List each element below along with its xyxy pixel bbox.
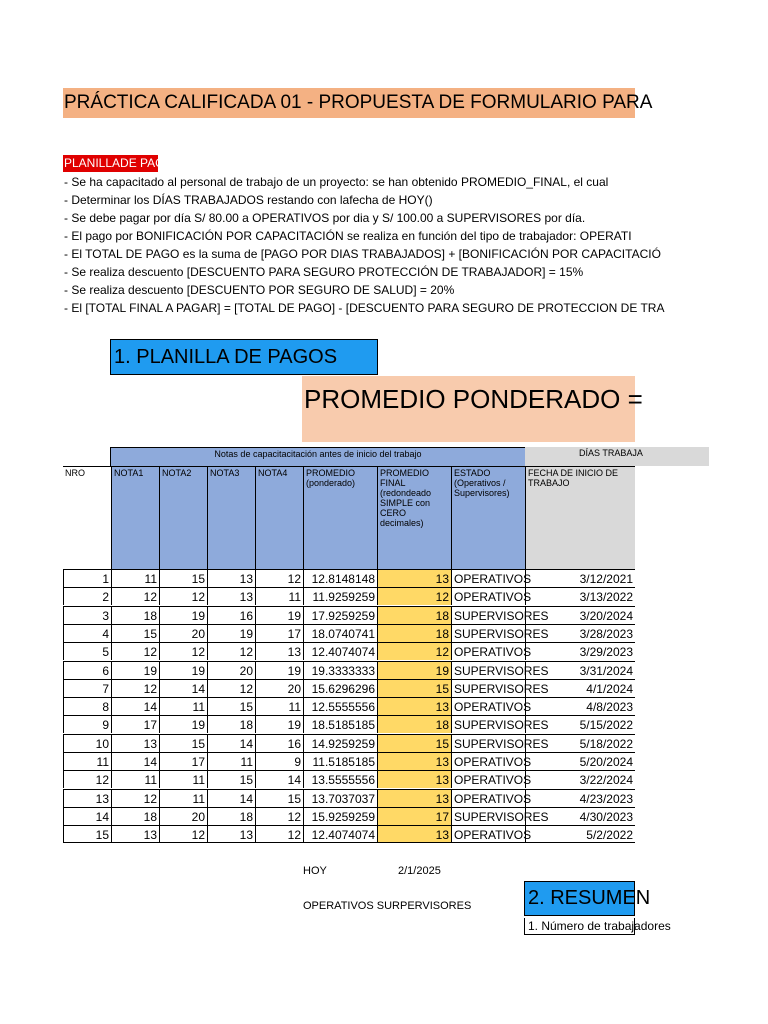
table-row (63, 770, 635, 788)
cell-promedio[interactable]: 12.8148148 (303, 569, 377, 587)
cell-nota4[interactable]: 14 (255, 770, 303, 788)
cell-estado[interactable]: SUPERVISORES (451, 624, 525, 642)
cell-nota3[interactable]: 18 (207, 807, 255, 825)
resumen-item[interactable]: 1. Número de trabajadores (524, 918, 635, 935)
cell-estado[interactable]: SUPERVISORES (451, 807, 525, 825)
cell-promedio[interactable]: 14.9259259 (303, 734, 377, 752)
cell-nota4[interactable]: 19 (255, 661, 303, 679)
cell-estado[interactable]: SUPERVISORES (451, 715, 525, 733)
cell-promedio-final[interactable]: 13 (377, 789, 451, 807)
planilla-tag: PLANILLADE PAGO (64, 156, 174, 170)
cell-nro[interactable]: 7 (63, 679, 111, 697)
cell-nota2[interactable]: 19 (159, 661, 207, 679)
cell-nota3[interactable]: 13 (207, 587, 255, 605)
cell-promedio-final[interactable]: 13 (377, 825, 451, 843)
table-row (63, 587, 635, 605)
cell-nro[interactable]: 14 (63, 807, 111, 825)
cell-nota4[interactable]: 12 (255, 825, 303, 843)
cell-nro[interactable]: 15 (63, 825, 111, 843)
cell-promedio[interactable]: 18.0740741 (303, 624, 377, 642)
cell-promedio[interactable]: 12.4074074 (303, 642, 377, 660)
cell-fecha-inicio[interactable]: 3/28/2023 (525, 624, 635, 642)
cell-estado[interactable]: OPERATIVOS (451, 587, 525, 605)
header-nota1[interactable]: NOTA1 (111, 466, 159, 569)
header-promedio-final[interactable]: PROMEDIO FINAL (redondeado SIMPLE con CERO decimales) (377, 466, 451, 569)
header-nota3[interactable]: NOTA3 (207, 466, 255, 569)
cell-nota2[interactable]: 15 (159, 734, 207, 752)
sheet-title: PRÁCTICA CALIFICADA 01 - PROPUESTA DE FORMULARIO PARA (63, 88, 635, 118)
cell-estado[interactable]: OPERATIVOS (451, 825, 525, 843)
cell-nota1[interactable]: 18 (111, 606, 159, 624)
table-row (63, 679, 635, 697)
cell-nota2[interactable]: 14 (159, 679, 207, 697)
cell-nota3[interactable]: 16 (207, 606, 255, 624)
dias-band-header: DÍAS TRABAJA (525, 447, 709, 466)
cell-nota1[interactable]: 12 (111, 679, 159, 697)
cell-nota2[interactable]: 15 (159, 569, 207, 587)
cell-fecha-inicio[interactable]: 4/8/2023 (525, 697, 635, 715)
cell-promedio-final[interactable]: 19 (377, 661, 451, 679)
operativos-supervisores-label: OPERATIVOS SURPERVISORES (303, 900, 472, 912)
instruction-line: - El pago por BONIFICACIÓN POR CAPACITACIÓN se realiza en función del tipo de trabajador: OPERATI (64, 229, 632, 243)
promedio-banner: PROMEDIO PONDERADO = (302, 376, 635, 442)
cell-promedio[interactable]: 13.7037037 (303, 789, 377, 807)
cell-promedio[interactable]: 15.9259259 (303, 807, 377, 825)
cell-nota2[interactable]: 12 (159, 825, 207, 843)
cell-promedio-final[interactable]: 12 (377, 587, 451, 605)
cell-nota3[interactable]: 15 (207, 697, 255, 715)
cell-estado[interactable]: OPERATIVOS (451, 697, 525, 715)
hoy-label: HOY (303, 865, 327, 877)
cell-nota3[interactable]: 12 (207, 679, 255, 697)
cell-nota2[interactable]: 12 (159, 587, 207, 605)
cell-estado[interactable]: OPERATIVOS (451, 569, 525, 587)
cell-nro[interactable]: 3 (63, 606, 111, 624)
cell-promedio-final[interactable]: 12 (377, 642, 451, 660)
table-row (63, 807, 635, 825)
cell-nro[interactable]: 6 (63, 661, 111, 679)
cell-nota3[interactable]: 11 (207, 752, 255, 770)
cell-fecha-inicio[interactable]: 4/30/2023 (525, 807, 635, 825)
cell-nota4[interactable]: 19 (255, 715, 303, 733)
notes-band-header: Notas de capacitacitación antes de inicio del trabajo (110, 447, 525, 466)
cell-promedio-final[interactable]: 18 (377, 715, 451, 733)
cell-fecha-inicio[interactable]: 3/29/2023 (525, 642, 635, 660)
cell-nota1[interactable]: 12 (111, 642, 159, 660)
hoy-value[interactable]: 2/1/2025 (398, 865, 441, 877)
cell-promedio[interactable]: 12.4074074 (303, 825, 377, 843)
cell-promedio-final[interactable]: 18 (377, 606, 451, 624)
header-nota2[interactable]: NOTA2 (159, 466, 207, 569)
cell-fecha-inicio[interactable]: 3/22/2024 (525, 770, 635, 788)
cell-nota1[interactable]: 13 (111, 825, 159, 843)
cell-nota2[interactable]: 11 (159, 789, 207, 807)
cell-nota1[interactable]: 15 (111, 624, 159, 642)
cell-promedio-final[interactable]: 17 (377, 807, 451, 825)
cell-estado[interactable]: SUPERVISORES (451, 734, 525, 752)
cell-nota2[interactable]: 20 (159, 624, 207, 642)
header-nro[interactable]: NRO (63, 466, 111, 569)
cell-nro[interactable]: 10 (63, 734, 111, 752)
table-row (63, 734, 635, 752)
cell-promedio-final[interactable]: 13 (377, 697, 451, 715)
instruction-line: - Se realiza descuento [DESCUENTO PARA SEGURO PROTECCIÓN DE TRABAJADOR] = 15% (64, 265, 584, 279)
cell-nro[interactable]: 9 (63, 715, 111, 733)
cell-nro[interactable]: 11 (63, 752, 111, 770)
cell-promedio[interactable]: 13.5555556 (303, 770, 377, 788)
cell-promedio-final[interactable]: 15 (377, 679, 451, 697)
cell-promedio[interactable]: 17.9259259 (303, 606, 377, 624)
cell-nota1[interactable]: 18 (111, 807, 159, 825)
cell-nota4[interactable]: 11 (255, 587, 303, 605)
cell-fecha-inicio[interactable]: 5/2/2022 (525, 825, 635, 843)
table-row (63, 661, 635, 679)
cell-promedio[interactable]: 19.3333333 (303, 661, 377, 679)
cell-nota4[interactable]: 9 (255, 752, 303, 770)
cell-estado[interactable]: SUPERVISORES (451, 606, 525, 624)
cell-nota3[interactable]: 19 (207, 624, 255, 642)
table-row (63, 825, 635, 843)
cell-nota1[interactable]: 11 (111, 569, 159, 587)
cell-promedio-final[interactable]: 18 (377, 624, 451, 642)
cell-fecha-inicio[interactable]: 5/18/2022 (525, 734, 635, 752)
cell-nota4[interactable]: 19 (255, 606, 303, 624)
cell-nota1[interactable]: 17 (111, 715, 159, 733)
cell-promedio[interactable]: 18.5185185 (303, 715, 377, 733)
cell-promedio[interactable]: 11.9259259 (303, 587, 377, 605)
instruction-line: - Determinar los DÍAS TRABAJADOS restando con lafecha de HOY() (64, 193, 433, 207)
cell-nota4[interactable]: 20 (255, 679, 303, 697)
cell-nota1[interactable]: 14 (111, 752, 159, 770)
cell-nota4[interactable]: 17 (255, 624, 303, 642)
cell-promedio-final[interactable]: 15 (377, 734, 451, 752)
table-row (63, 606, 635, 624)
cell-promedio-final[interactable]: 13 (377, 770, 451, 788)
table-row (63, 569, 635, 587)
cell-nota1[interactable]: 11 (111, 770, 159, 788)
cell-nota3[interactable]: 20 (207, 661, 255, 679)
cell-nro[interactable]: 8 (63, 697, 111, 715)
header-nota4[interactable]: NOTA4 (255, 466, 303, 569)
cell-nota4[interactable]: 15 (255, 789, 303, 807)
instruction-line: - Se debe pagar por día S/ 80.00 a OPERATIVOS por dia y S/ 100.00 a SUPERVISORES por día. (64, 211, 586, 225)
cell-nota3[interactable]: 18 (207, 715, 255, 733)
table-row (63, 624, 635, 642)
cell-estado[interactable]: OPERATIVOS (451, 770, 525, 788)
cell-nro[interactable]: 12 (63, 770, 111, 788)
cell-fecha-inicio[interactable]: 4/1/2024 (525, 679, 635, 697)
cell-nota1[interactable]: 14 (111, 697, 159, 715)
cell-nota3[interactable]: 14 (207, 734, 255, 752)
cell-nota2[interactable]: 17 (159, 752, 207, 770)
cell-promedio[interactable]: 11.5185185 (303, 752, 377, 770)
cell-nota2[interactable]: 12 (159, 642, 207, 660)
cell-nota4[interactable]: 16 (255, 734, 303, 752)
instruction-line: - Se realiza descuento [DESCUENTO POR SEGURO DE SALUD] = 20% (64, 283, 455, 297)
cell-nota2[interactable]: 20 (159, 807, 207, 825)
cell-nro[interactable]: 1 (63, 569, 111, 587)
header-estado[interactable]: ESTADO (Operativos / Supervisores) (451, 466, 525, 569)
table-row (63, 697, 635, 715)
cell-fecha-inicio[interactable]: 5/15/2022 (525, 715, 635, 733)
cell-nota1[interactable]: 19 (111, 661, 159, 679)
cell-nota2[interactable]: 19 (159, 606, 207, 624)
section-1-heading: 1. PLANILLA DE PAGOS (110, 339, 378, 375)
cell-nota3[interactable]: 13 (207, 569, 255, 587)
cell-nro[interactable]: 5 (63, 642, 111, 660)
cell-promedio[interactable]: 15.6296296 (303, 679, 377, 697)
instruction-line: - El [TOTAL FINAL A PAGAR] = [TOTAL DE PAGO] - [DESCUENTO PARA SEGURO DE PROTECCION DE TRA (64, 301, 665, 315)
cell-nota1[interactable]: 12 (111, 789, 159, 807)
table-row (63, 642, 635, 660)
cell-nota2[interactable]: 11 (159, 770, 207, 788)
cell-estado[interactable]: OPERATIVOS (451, 752, 525, 770)
cell-promedio-final[interactable]: 13 (377, 569, 451, 587)
cell-nota1[interactable]: 13 (111, 734, 159, 752)
cell-estado[interactable]: SUPERVISORES (451, 679, 525, 697)
table-row (63, 715, 635, 733)
instruction-line: - El TOTAL DE PAGO es la suma de [PAGO POR DIAS TRABAJADOS] + [BONIFICACIÓN POR CAPACITACIÓ (64, 247, 661, 261)
cell-nota4[interactable]: 13 (255, 642, 303, 660)
cell-nota4[interactable]: 12 (255, 807, 303, 825)
cell-nota3[interactable]: 15 (207, 770, 255, 788)
cell-nota2[interactable]: 11 (159, 697, 207, 715)
header-fecha-inicio[interactable]: FECHA DE INICIO DE TRABAJO (525, 466, 635, 569)
cell-fecha-inicio[interactable]: 3/13/2022 (525, 587, 635, 605)
cell-nota4[interactable]: 12 (255, 569, 303, 587)
instruction-line: - Se ha capacitado al personal de trabajo de un proyecto: se han obtenido PROMEDIO_FINAL, el cual (64, 175, 609, 189)
cell-fecha-inicio[interactable]: 3/20/2024 (525, 606, 635, 624)
cell-fecha-inicio[interactable]: 4/23/2023 (525, 789, 635, 807)
cell-nota3[interactable]: 14 (207, 789, 255, 807)
cell-estado[interactable]: SUPERVISORES (451, 661, 525, 679)
cell-estado[interactable]: OPERATIVOS (451, 642, 525, 660)
cell-nota1[interactable]: 12 (111, 587, 159, 605)
cell-promedio[interactable]: 12.5555556 (303, 697, 377, 715)
section-2-heading: 2. RESUMEN (524, 881, 635, 916)
cell-nota4[interactable]: 11 (255, 697, 303, 715)
cell-nro[interactable]: 4 (63, 624, 111, 642)
table-row (63, 752, 635, 770)
cell-fecha-inicio[interactable]: 3/12/2021 (525, 569, 635, 587)
cell-nro[interactable]: 13 (63, 789, 111, 807)
cell-promedio-final[interactable]: 13 (377, 752, 451, 770)
header-promedio[interactable]: PROMEDIO (ponderado) (303, 466, 377, 569)
cell-nota3[interactable]: 12 (207, 642, 255, 660)
cell-nota2[interactable]: 19 (159, 715, 207, 733)
cell-estado[interactable]: OPERATIVOS (451, 789, 525, 807)
cell-fecha-inicio[interactable]: 5/20/2024 (525, 752, 635, 770)
cell-nro[interactable]: 2 (63, 587, 111, 605)
cell-fecha-inicio[interactable]: 3/31/2024 (525, 661, 635, 679)
table-row (63, 789, 635, 807)
cell-nota3[interactable]: 13 (207, 825, 255, 843)
